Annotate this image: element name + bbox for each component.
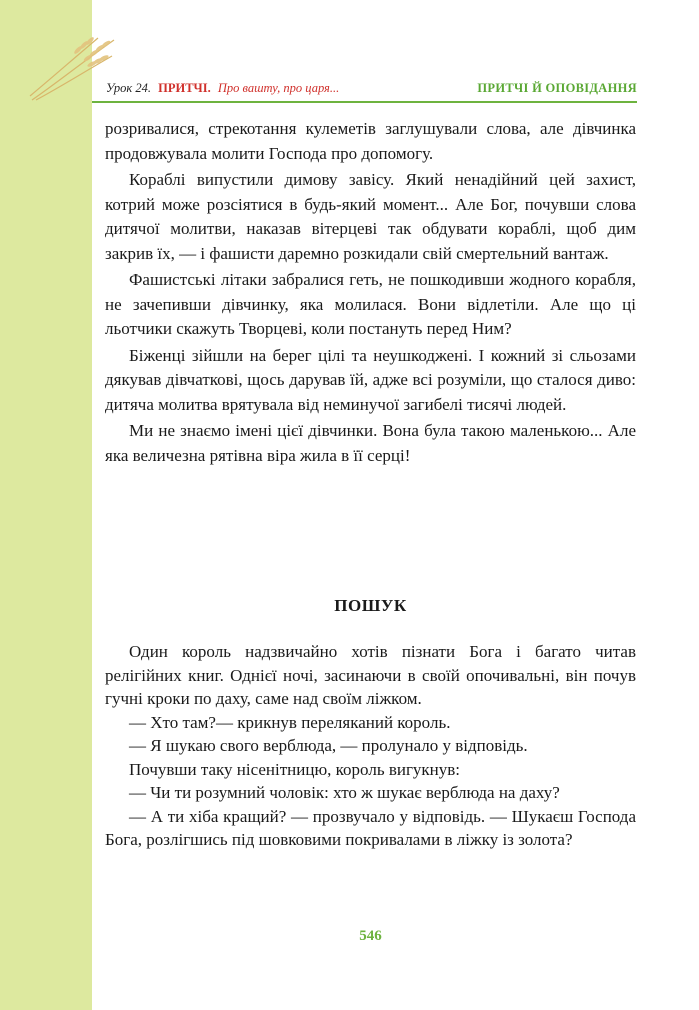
- paragraph: Біженці зійшли на берег цілі та неушкоджені. І кожний зі сльозами дякував дівчаткові, щось дарував їй, адже всі розуміли, що сталося диво: дитяча молитва врятувала від неминучої загибелі тисячі людей.: [105, 345, 636, 414]
- page-number: 546: [359, 928, 382, 944]
- lesson-heading: [106, 81, 339, 96]
- paragraph: Один король надзвичайно хотів пізнати Бога і багато читав релігійних книг. Однієї ночі, засинаючи в своїй опочивальні, він почув гучні кроки по даху, саме над своїм ліжком.: [105, 642, 636, 708]
- side-band: [0, 0, 92, 1010]
- paragraph: Фашистські літаки забралися геть, не пошкодивши жодного корабля, не зачепивши дівчинку, яка молилася. Вони відлетіли. Але що ці льотчики скажуть Творцеві, коли постануть перед Ним?: [105, 270, 636, 338]
- section-name: ПРИТЧІ Й ОПОВІДАННЯ: [477, 81, 637, 95]
- lesson-subtitle: Про вашту, про царя...: [217, 81, 340, 95]
- paragraph: Ми не знаємо імені цієї дівчинки. Вона була такою маленькою... Але яка величезна рятівна віра жила в її серці!: [105, 421, 636, 465]
- header-divider: [92, 101, 637, 103]
- paragraph: Кораблі випустили димову завісу. Який ненадійний цей захист, котрий може розсіятися в будь-який момент... Але Бог, почувши слова дитячої молитви, наказав вітерцеві так обдувати кораблі, щоб дим закрив їх, — і фашисти даремно розкидали свій смертельний вантаж.: [105, 170, 636, 263]
- page-header: [92, 78, 637, 100]
- dialogue-line: — Я шукаю свого верблюда, — пролунало у відповідь.: [129, 736, 528, 755]
- lesson-label: Урок 24.: [106, 81, 152, 95]
- story-continuation: [105, 117, 636, 468]
- dialogue-line: — А ти хіба кращий? — прозвучало у відповідь. — Шукаєш Господа Бога, розлігшись під шовковими покривалами в ліжку із золота?: [105, 806, 636, 849]
- lesson-title: ПРИТЧІ.: [158, 81, 211, 95]
- paragraph: Почувши таку нісенітницю, король вигукнув:: [129, 759, 461, 779]
- story-search: [105, 640, 636, 852]
- dialogue-line: — Чи ти розумний чоловік: хто ж шукає верблюда на даху?: [129, 783, 560, 802]
- section-title: ПОШУК: [334, 596, 407, 615]
- dialogue-line: — Хто там?— крикнув переляканий король.: [129, 712, 451, 732]
- paragraph: розривалися, стрекотання кулеметів заглушували слова, але дівчинка продовжувала молити Господа про допомогу.: [105, 119, 636, 163]
